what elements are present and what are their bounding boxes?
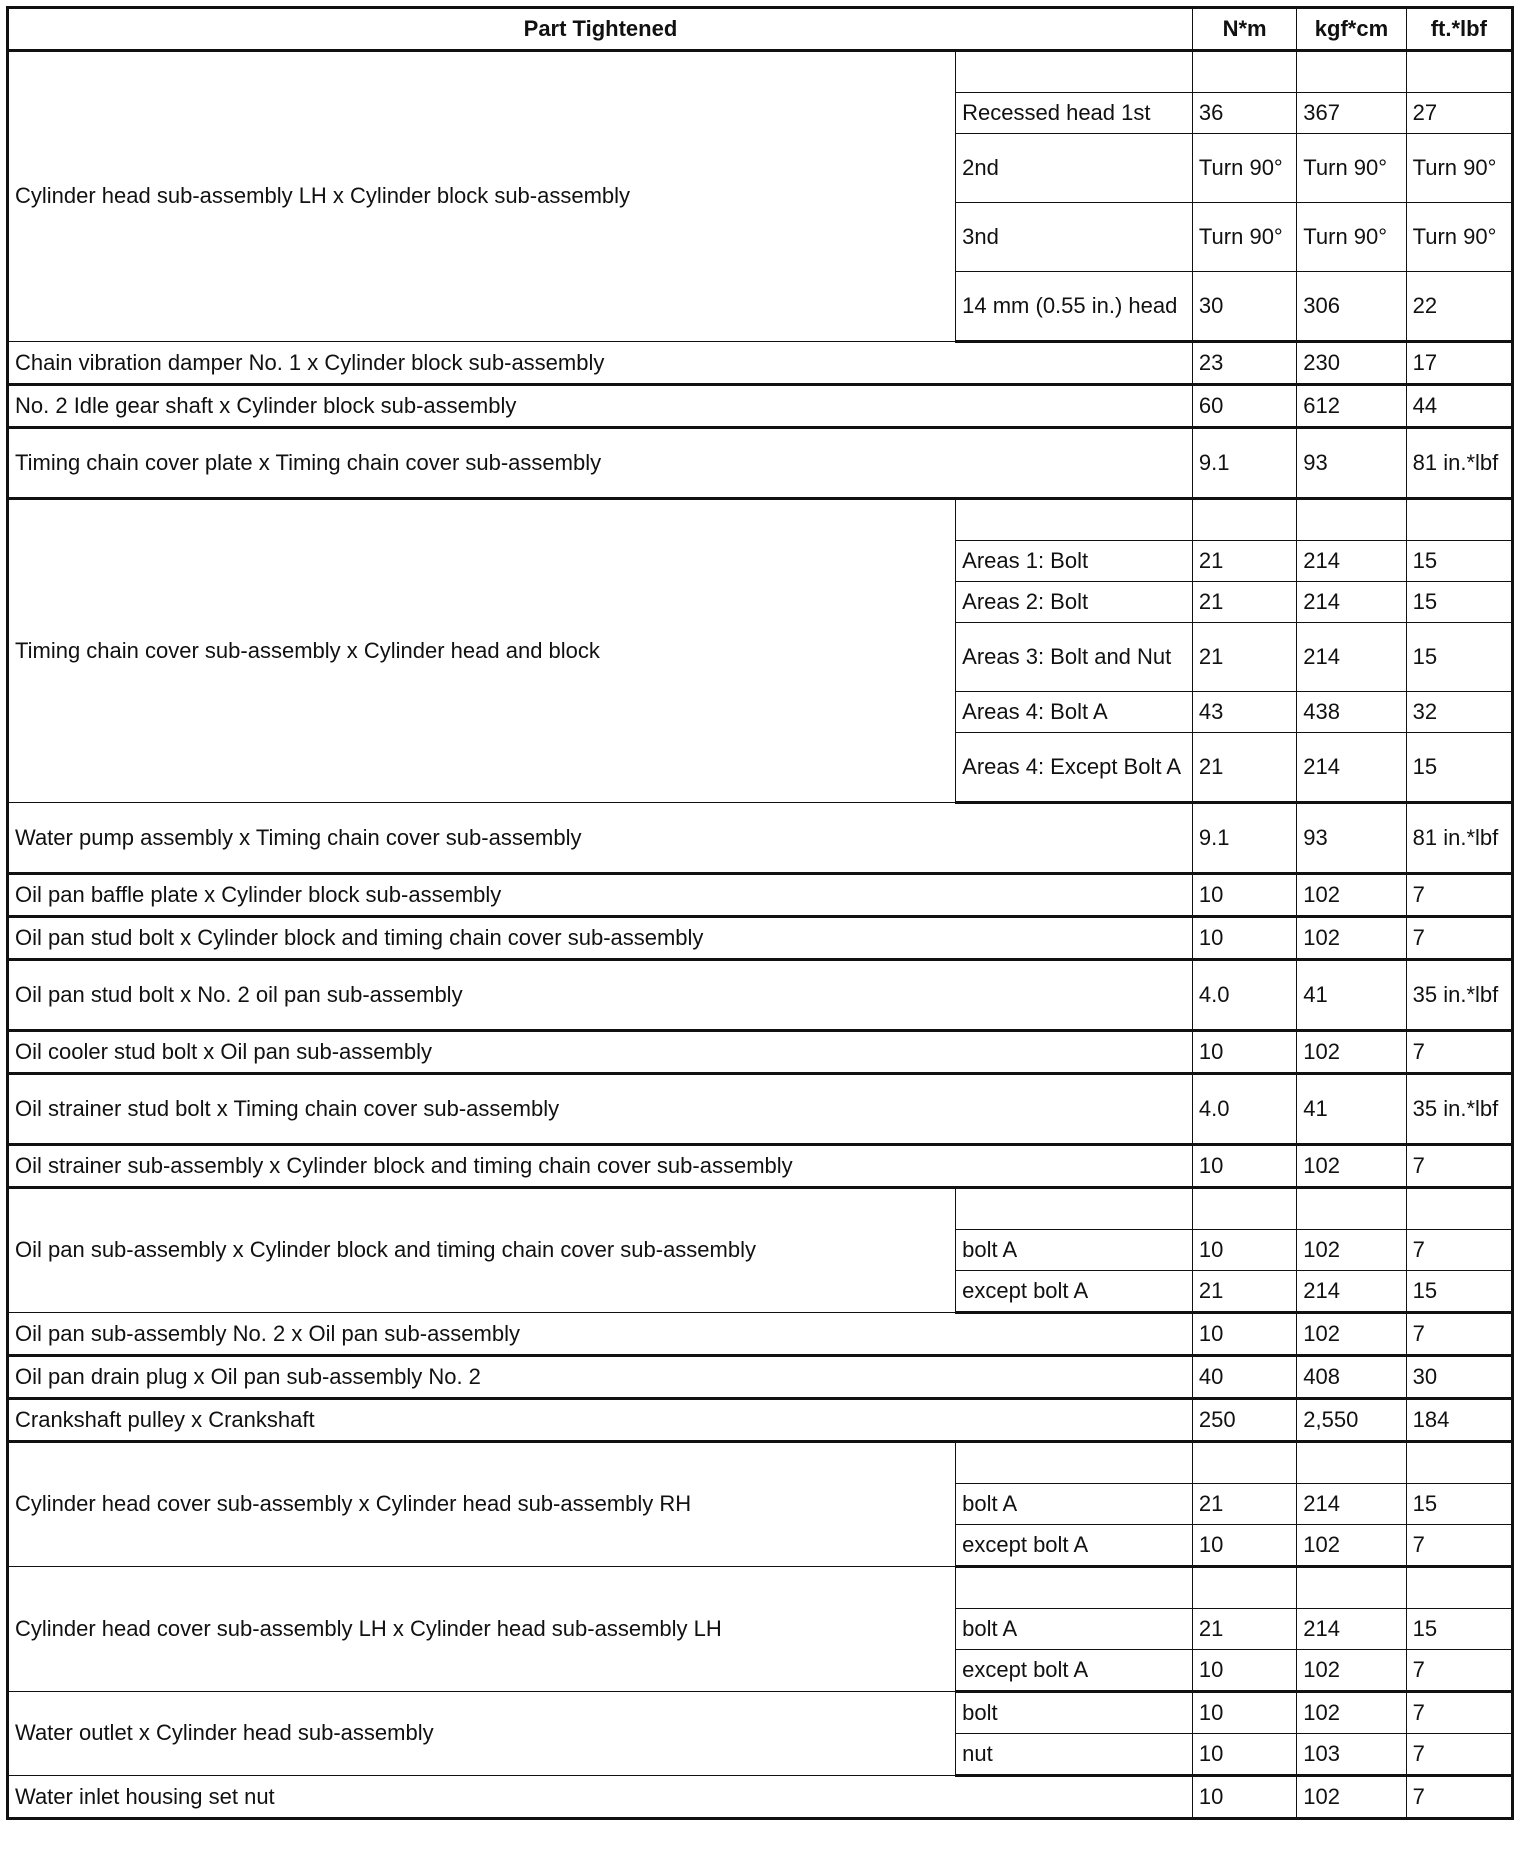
table-row <box>8 499 1513 541</box>
header-part-tightened: Part Tightened <box>8 8 1193 51</box>
table-row <box>8 1356 1513 1399</box>
condition-cell: bolt A <box>956 1230 1193 1271</box>
ft-lbf-cell: 30 <box>1406 1356 1512 1399</box>
table-row <box>8 917 1513 960</box>
table-row <box>8 1567 1513 1609</box>
table-row <box>8 342 1513 385</box>
nm-cell: 23 <box>1192 342 1296 385</box>
kgf-cm-cell: 102 <box>1297 1776 1406 1819</box>
nm-cell: 21 <box>1192 1271 1296 1313</box>
kgf-cm-cell: 214 <box>1297 733 1406 803</box>
part-tightened-cell: Cylinder head sub-assembly LH x Cylinder block sub-assembly <box>8 51 956 342</box>
part-tightened-cell: Timing chain cover sub-assembly x Cylinder head and block <box>8 499 956 803</box>
part-tightened-cell: Oil pan stud bolt x Cylinder block and timing chain cover sub-assembly <box>8 917 1193 960</box>
ft-lbf-cell: 35 in.*lbf <box>1406 960 1512 1031</box>
ft-lbf-cell: 15 <box>1406 1271 1512 1313</box>
nm-cell: Turn 90° <box>1192 203 1296 272</box>
condition-cell: bolt A <box>956 1484 1193 1525</box>
ft-lbf-cell: 7 <box>1406 1692 1512 1734</box>
ft-lbf-cell: 7 <box>1406 1734 1512 1776</box>
ft-lbf-cell: 7 <box>1406 1145 1512 1188</box>
nm-cell: 4.0 <box>1192 1074 1296 1145</box>
ft-lbf-cell <box>1406 51 1512 93</box>
table-row <box>8 1399 1513 1442</box>
ft-lbf-cell: 81 in.*lbf <box>1406 428 1512 499</box>
condition-cell: Areas 4: Bolt A <box>956 692 1193 733</box>
nm-cell: 10 <box>1192 1650 1296 1692</box>
table-row <box>8 385 1513 428</box>
condition-cell: 2nd <box>956 134 1193 203</box>
ft-lbf-cell: 27 <box>1406 93 1512 134</box>
kgf-cm-cell: 214 <box>1297 1609 1406 1650</box>
nm-cell: 10 <box>1192 1734 1296 1776</box>
kgf-cm-cell: 93 <box>1297 803 1406 874</box>
condition-cell: 14 mm (0.55 in.) head <box>956 272 1193 342</box>
ft-lbf-cell: 184 <box>1406 1399 1512 1442</box>
condition-cell <box>956 51 1193 93</box>
kgf-cm-cell: 214 <box>1297 1484 1406 1525</box>
table-row <box>8 428 1513 499</box>
part-tightened-cell: Oil pan baffle plate x Cylinder block sub-assembly <box>8 874 1193 917</box>
part-tightened-cell: Water pump assembly x Timing chain cover sub-assembly <box>8 803 1193 874</box>
ft-lbf-cell: 7 <box>1406 1230 1512 1271</box>
part-tightened-cell: Cylinder head cover sub-assembly x Cylinder head sub-assembly RH <box>8 1442 956 1567</box>
ft-lbf-cell: 81 in.*lbf <box>1406 803 1512 874</box>
kgf-cm-cell: 102 <box>1297 1145 1406 1188</box>
nm-cell: 43 <box>1192 692 1296 733</box>
header-kgf-cm: kgf*cm <box>1297 8 1406 51</box>
condition-cell: Areas 2: Bolt <box>956 582 1193 623</box>
kgf-cm-cell: 102 <box>1297 874 1406 917</box>
ft-lbf-cell: 7 <box>1406 917 1512 960</box>
kgf-cm-cell: 230 <box>1297 342 1406 385</box>
kgf-cm-cell: 438 <box>1297 692 1406 733</box>
nm-cell: 250 <box>1192 1399 1296 1442</box>
ft-lbf-cell: 15 <box>1406 1609 1512 1650</box>
kgf-cm-cell: 306 <box>1297 272 1406 342</box>
kgf-cm-cell: 367 <box>1297 93 1406 134</box>
condition-cell: nut <box>956 1734 1193 1776</box>
ft-lbf-cell: Turn 90° <box>1406 134 1512 203</box>
kgf-cm-cell: 612 <box>1297 385 1406 428</box>
nm-cell <box>1192 1567 1296 1609</box>
part-tightened-cell: Chain vibration damper No. 1 x Cylinder block sub-assembly <box>8 342 1193 385</box>
kgf-cm-cell: 214 <box>1297 623 1406 692</box>
kgf-cm-cell: 214 <box>1297 582 1406 623</box>
part-tightened-cell: Cylinder head cover sub-assembly LH x Cylinder head sub-assembly LH <box>8 1567 956 1692</box>
condition-cell <box>956 499 1193 541</box>
kgf-cm-cell: 102 <box>1297 1313 1406 1356</box>
kgf-cm-cell: Turn 90° <box>1297 203 1406 272</box>
kgf-cm-cell: 214 <box>1297 541 1406 582</box>
ft-lbf-cell: 22 <box>1406 272 1512 342</box>
nm-cell <box>1192 51 1296 93</box>
ft-lbf-cell: 7 <box>1406 1031 1512 1074</box>
condition-cell: except bolt A <box>956 1650 1193 1692</box>
kgf-cm-cell: 41 <box>1297 960 1406 1031</box>
condition-cell <box>956 1188 1193 1230</box>
part-tightened-cell: Oil strainer stud bolt x Timing chain cover sub-assembly <box>8 1074 1193 1145</box>
header-row <box>8 8 1513 51</box>
nm-cell: 10 <box>1192 917 1296 960</box>
part-tightened-cell: Oil pan sub-assembly No. 2 x Oil pan sub-assembly <box>8 1313 1193 1356</box>
nm-cell: 10 <box>1192 1525 1296 1567</box>
ft-lbf-cell <box>1406 1567 1512 1609</box>
condition-cell <box>956 1442 1193 1484</box>
part-tightened-cell: Oil strainer sub-assembly x Cylinder block and timing chain cover sub-assembly <box>8 1145 1193 1188</box>
condition-cell <box>956 1567 1193 1609</box>
part-tightened-cell: Oil cooler stud bolt x Oil pan sub-assembly <box>8 1031 1193 1074</box>
table-row <box>8 960 1513 1031</box>
ft-lbf-cell: 7 <box>1406 1525 1512 1567</box>
table-row <box>8 1145 1513 1188</box>
condition-cell: bolt <box>956 1692 1193 1734</box>
kgf-cm-cell: 102 <box>1297 1031 1406 1074</box>
ft-lbf-cell: 7 <box>1406 1650 1512 1692</box>
ft-lbf-cell: 15 <box>1406 541 1512 582</box>
nm-cell: 9.1 <box>1192 803 1296 874</box>
ft-lbf-cell: 44 <box>1406 385 1512 428</box>
nm-cell: 10 <box>1192 1776 1296 1819</box>
table-body <box>8 51 1513 1819</box>
kgf-cm-cell <box>1297 51 1406 93</box>
ft-lbf-cell: 7 <box>1406 1313 1512 1356</box>
kgf-cm-cell: 214 <box>1297 1271 1406 1313</box>
part-tightened-cell: Water outlet x Cylinder head sub-assembly <box>8 1692 956 1776</box>
condition-cell: Areas 3: Bolt and Nut <box>956 623 1193 692</box>
condition-cell: Recessed head 1st <box>956 93 1193 134</box>
condition-cell: bolt A <box>956 1609 1193 1650</box>
kgf-cm-cell: 102 <box>1297 1650 1406 1692</box>
condition-cell: except bolt A <box>956 1525 1193 1567</box>
nm-cell: 10 <box>1192 1692 1296 1734</box>
nm-cell: 36 <box>1192 93 1296 134</box>
table-row <box>8 1776 1513 1819</box>
nm-cell: 10 <box>1192 1313 1296 1356</box>
header-nm: N*m <box>1192 8 1296 51</box>
ft-lbf-cell <box>1406 499 1512 541</box>
table-row <box>8 1692 1513 1734</box>
ft-lbf-cell: 7 <box>1406 1776 1512 1819</box>
part-tightened-cell: Timing chain cover plate x Timing chain cover sub-assembly <box>8 428 1193 499</box>
nm-cell: 21 <box>1192 623 1296 692</box>
condition-cell: Areas 4: Except Bolt A <box>956 733 1193 803</box>
kgf-cm-cell <box>1297 1442 1406 1484</box>
nm-cell <box>1192 1442 1296 1484</box>
header-ft-lbf: ft.*lbf <box>1406 8 1512 51</box>
nm-cell: 9.1 <box>1192 428 1296 499</box>
nm-cell: 10 <box>1192 874 1296 917</box>
kgf-cm-cell <box>1297 1567 1406 1609</box>
ft-lbf-cell: 15 <box>1406 733 1512 803</box>
ft-lbf-cell: 7 <box>1406 874 1512 917</box>
kgf-cm-cell: 41 <box>1297 1074 1406 1145</box>
part-tightened-cell: No. 2 Idle gear shaft x Cylinder block sub-assembly <box>8 385 1193 428</box>
nm-cell: 21 <box>1192 582 1296 623</box>
table-row <box>8 874 1513 917</box>
torque-spec-table <box>6 6 1514 1820</box>
ft-lbf-cell: 32 <box>1406 692 1512 733</box>
ft-lbf-cell <box>1406 1188 1512 1230</box>
kgf-cm-cell: 102 <box>1297 1525 1406 1567</box>
part-tightened-cell: Oil pan sub-assembly x Cylinder block and timing chain cover sub-assembly <box>8 1188 956 1313</box>
nm-cell: 21 <box>1192 541 1296 582</box>
nm-cell: Turn 90° <box>1192 134 1296 203</box>
ft-lbf-cell: 15 <box>1406 582 1512 623</box>
part-tightened-cell: Oil pan stud bolt x No. 2 oil pan sub-assembly <box>8 960 1193 1031</box>
ft-lbf-cell: Turn 90° <box>1406 203 1512 272</box>
nm-cell: 10 <box>1192 1031 1296 1074</box>
part-tightened-cell: Water inlet housing set nut <box>8 1776 1193 1819</box>
table-row <box>8 1313 1513 1356</box>
nm-cell: 21 <box>1192 733 1296 803</box>
nm-cell <box>1192 499 1296 541</box>
nm-cell: 10 <box>1192 1230 1296 1271</box>
ft-lbf-cell <box>1406 1442 1512 1484</box>
table-row <box>8 1074 1513 1145</box>
ft-lbf-cell: 17 <box>1406 342 1512 385</box>
nm-cell: 21 <box>1192 1484 1296 1525</box>
kgf-cm-cell: Turn 90° <box>1297 134 1406 203</box>
nm-cell <box>1192 1188 1296 1230</box>
nm-cell: 40 <box>1192 1356 1296 1399</box>
table-row <box>8 51 1513 93</box>
ft-lbf-cell: 15 <box>1406 623 1512 692</box>
nm-cell: 10 <box>1192 1145 1296 1188</box>
kgf-cm-cell <box>1297 1188 1406 1230</box>
table-row <box>8 1031 1513 1074</box>
condition-cell: 3nd <box>956 203 1193 272</box>
part-tightened-cell: Oil pan drain plug x Oil pan sub-assembly No. 2 <box>8 1356 1193 1399</box>
kgf-cm-cell: 102 <box>1297 917 1406 960</box>
condition-cell: Areas 1: Bolt <box>956 541 1193 582</box>
table-row <box>8 1188 1513 1230</box>
ft-lbf-cell: 15 <box>1406 1484 1512 1525</box>
part-tightened-cell: Crankshaft pulley x Crankshaft <box>8 1399 1193 1442</box>
table-row <box>8 803 1513 874</box>
kgf-cm-cell <box>1297 499 1406 541</box>
kgf-cm-cell: 102 <box>1297 1230 1406 1271</box>
kgf-cm-cell: 2,550 <box>1297 1399 1406 1442</box>
nm-cell: 30 <box>1192 272 1296 342</box>
condition-cell: except bolt A <box>956 1271 1193 1313</box>
ft-lbf-cell: 35 in.*lbf <box>1406 1074 1512 1145</box>
kgf-cm-cell: 408 <box>1297 1356 1406 1399</box>
kgf-cm-cell: 102 <box>1297 1692 1406 1734</box>
kgf-cm-cell: 103 <box>1297 1734 1406 1776</box>
kgf-cm-cell: 93 <box>1297 428 1406 499</box>
nm-cell: 60 <box>1192 385 1296 428</box>
nm-cell: 4.0 <box>1192 960 1296 1031</box>
table-row <box>8 1442 1513 1484</box>
nm-cell: 21 <box>1192 1609 1296 1650</box>
